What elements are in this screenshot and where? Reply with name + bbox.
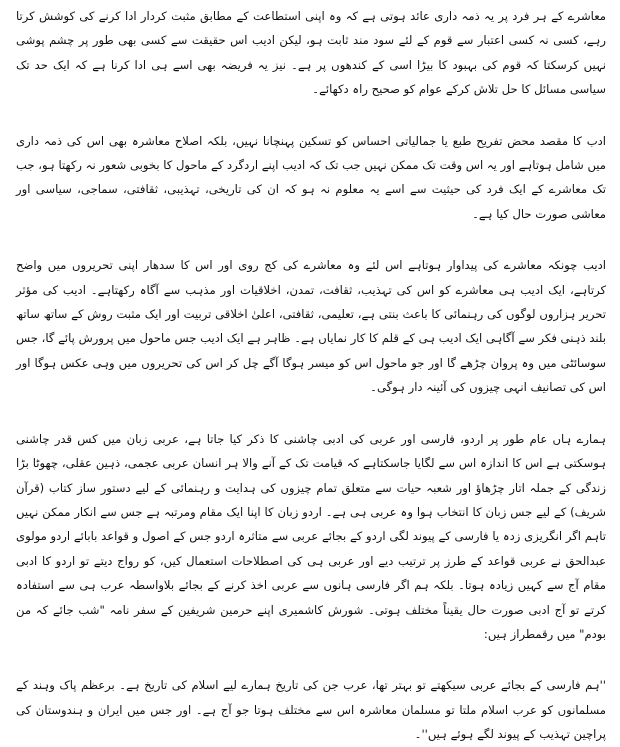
- paragraph-writer-product-of-society: ادیب چونکہ معاشرے کی پیداوار ہوتاہے اس لئے وہ معاشرے کی کج روی اور اس کا سدھار اپنی تحریروں میں واضح کرتاہے، ایک ادیب ہی معاشرے کو اس کی تہذیب، ثقافت، تمدن، اخلاقیات اور مذہب سے آگاہ رکھتاہے۔ ادیب کی مؤثر تحریر ہزاروں لوگوں کی رہنمائی کا باعث بنتی ہے، تعلیمی، ثقافتی، اعلیٰ اخلاقی تربیت اور ایک مثبت روش کے ساتھ ساتھ بلند ذہنی فکر سے آگاہی ایک ادیب ہی کے قلم کا کار نمایاں ہے۔ ظاہر ہے ایک ادیب جس ماحول میں پرورش پائے گا، جس سوسائٹی میں وہ پروان چڑھے گا اور جو ماحول اس کو میسر ہوگا آگے چل کر اس کی تحریروں میں وہی عکس ہوگا اور اس کی تصانیف انہی چیزوں کی آئینہ دار ہوگی۔: [16, 258, 606, 395]
- paragraph-society-duty: معاشرے کے ہر فرد پر یہ ذمہ داری عائد ہوتی ہے کہ وہ اپنی استطاعت کے مطابق مثبت کردار ادا کرنے کی کوشش کرتا رہے، کسی نہ کسی اعتبار سے قوم کے لئے سود مند ثابت ہو، لیکن ادیب اس حقیقت سے کسی بھی طور پر چشم پوشی نہیں کرسکتا کہ قوم کی بہبود کا بیڑا اسی کے کندھوں پر ہے۔ نیز یہ فریضہ بھی اسے ہی ادا کرنا ہے کہ ایک حد تک سیاسی مسائل کا حل تلاش کرکے عوام کو صحیح راہ دکھائے۔: [16, 9, 606, 97]
- paragraph-shorish-quote: ''ہم فارسی کے بجائے عربی سیکھتے تو بہتر تھا، عرب جن کی تاریخ ہمارے لیے اسلام کی تاریخ ہے۔ برعظم پاک وہند کے مسلمانوں کو عرب اسلام ملتا تو مسلمان معاشرہ اس سے مختلف ہوتا جو آج ہے۔ اور جس میں ایران و ہندوستان کی پراچین تہذیب کے پیوند لگے ہوئے ہیں''۔: [16, 678, 606, 742]
- paragraph-purpose-of-literature: ادب کا مقصد محض تفریح طبع یا جمالیاتی احساس کو تسکین پہنچانا نہیں، بلکہ اصلاح معاشرہ بھی اس کی ذمہ داری میں شامل ہوتاہے اور یہ اس وقت تک ممکن نہیں جب تک کہ ادیب اپنے اردگرد کے ماحول کا بخوبی شعور نہ رکھتا ہو، جب تک معاشرے کے ایک فرد کی حیثیت سے اسے یہ معلوم نہ ہو کہ ان کی تاریخی، تہذیبی، ثقافتی، سماجی، سیاسی اور معاشی صورت حال کیا ہے۔: [16, 133, 606, 221]
- paragraph-arabic-persian-urdu: ہمارے ہاں عام طور پر اردو، فارسی اور عربی کی ادبی چاشنی کا ذکر کیا جاتا ہے، عربی زبان میں کس قدر چاشنی ہوسکتی ہے اس کا اندازہ اس سے لگایا جاسکتاہے کہ قیامت تک کے آنے والا ہر انسان عربی عجمی، ذہین عقلی، چھوٹا بڑا زندگی کے جملہ اتار چڑھاؤ اور شعبہ حیات سے متعلق تمام چیزوں کی ہدایت و رہنمائی کے لیے دستور ساز کتاب (قرآن شریف) کے لیے جس زبان کا انتخاب ہوا وہ عربی ہی ہے۔ اردو زبان کا اپنا ایک مقام ومرتبہ ہے جس سے انکار ممکن نہیں تاہم اگر انگریزی زدہ یا فارسی کے پیوند لگی اردو کے بجائے عربی سے متاثرہ اردو جس کے اصول و قواعد بابائے اردو مولوی عبدالحق نے عربی قواعد کے طرز پر ترتیب دیے اور عربی ہی کی اصطلاحات استعمال کیں، کو رواج دیتے تو اردو کا ادبی مقام آج سے کہیں زیادہ ہوتا۔ بلکہ ہم اگر فارسی ہانوں سے عربی اخذ کرنے کے بجائے بلاواسطہ عرب ہی سے استفادہ کرتے تو آج ادبی صورت حال یقیناً مختلف ہوتی۔ شورش کاشمیری اپنے حرمین شریفین کے سفر نامہ "شب جائے کہ من بودم" میں رقمطراز ہیں:: [16, 431, 606, 641]
